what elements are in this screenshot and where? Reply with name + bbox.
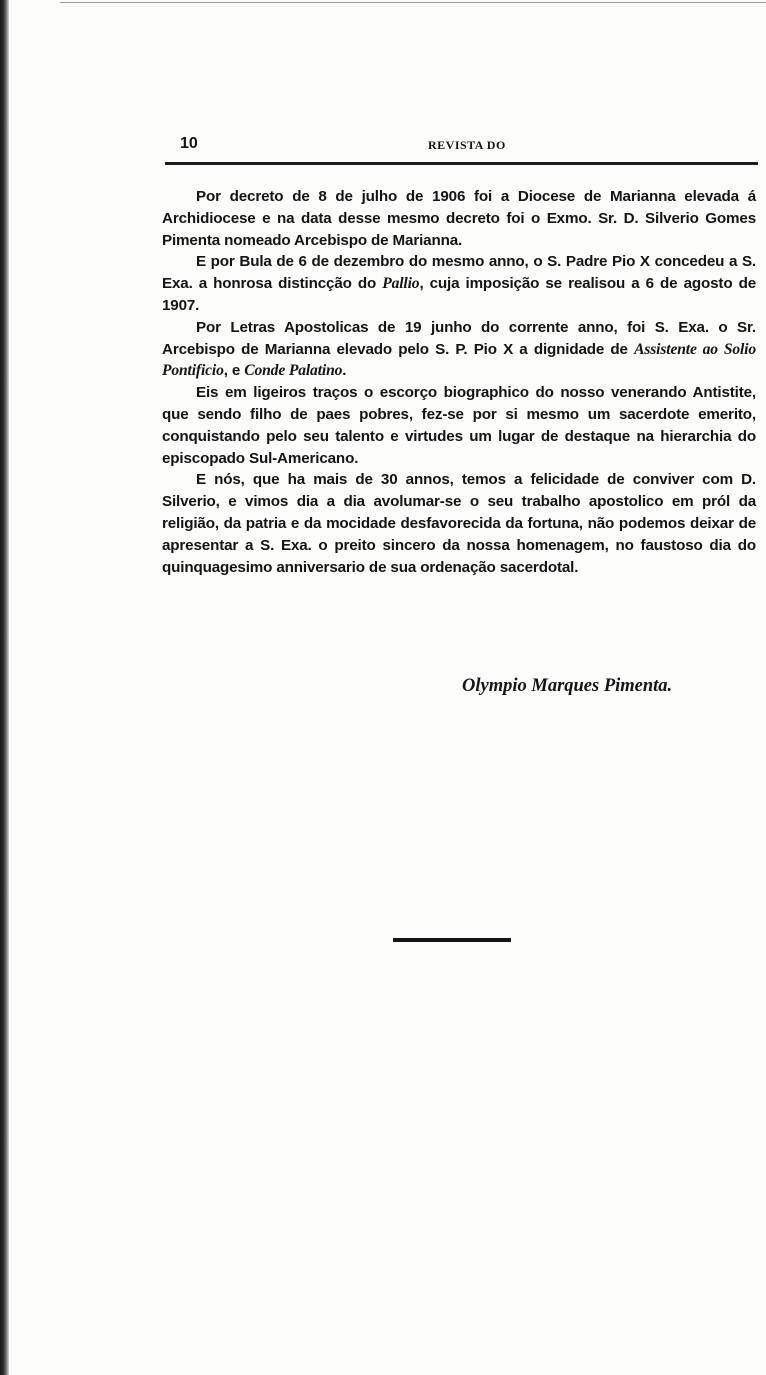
paragraph-text: E por Bula de 6 de dezembro do mesmo anno, o S. Padre Pio X concedeu a S. Exa. a honrosa distincção do <box>162 253 756 293</box>
paragraph-text: . <box>342 362 347 380</box>
page-top-edge-line <box>60 2 766 3</box>
paragraph-text: , cuja imposição se realisou a 6 de agosto de 1907. <box>162 275 756 314</box>
paragraph <box>162 251 756 316</box>
article-body <box>162 186 756 578</box>
paragraph <box>162 186 756 251</box>
paragraph <box>162 382 756 469</box>
paragraph-text: , e <box>223 362 245 380</box>
author-signature: Olympio Marques Pimenta. <box>462 676 673 696</box>
paragraph <box>162 469 756 578</box>
binding-edge <box>0 0 9 1375</box>
page-number: 10 <box>180 135 198 152</box>
italic-term: Pallio <box>382 275 420 293</box>
paragraph-text: E nós, que ha mais de 30 annos, temos a felicidade de conviver com D. Silverio, e vimos dia a dia avolumar-se o seu trabalho apostolico em pról da religião, da patria e da mocidade desfavorecida da fortuna, não podemos deixar de apresentar a S. Exa. o preito sincero da nossa homenagem, no faustoso dia do quinquagesimo anniversario de sua ordenação sacerdotal. <box>162 471 756 576</box>
paragraph-text: Eis em ligeiros traços o escorço biographico do nosso venerando Antistite, que sendo filho de paes pobres, fez-se por si mesmo um sacerdote emerito, conquistando pelo seu talento e virtudes um lugar de destaque na hierarchia do episcopado Sul-Americano. <box>162 384 756 467</box>
italic-title: Conde Palatino <box>244 362 343 380</box>
page-header <box>180 135 760 157</box>
paragraph <box>162 317 756 382</box>
italic-title: Assistente ao Solio Pontificio <box>162 340 757 380</box>
paragraph-text: Por decreto de 8 de julho de 1906 foi a Diocese de Marianna elevada á Archidiocese e na data desse mesmo decreto foi o Exmo. Sr. D. Silverio Gomes Pimenta nomeado Arcebispo de Marianna. <box>162 188 756 249</box>
closing-rule <box>393 938 511 942</box>
header-rule <box>165 162 758 165</box>
paragraph-text: Por Letras Apostolicas de 19 junho do corrente anno, foi S. Exa. o Sr. Arcebispo de Marianna elevado pelo S. P. Pio X a dignidade de <box>162 318 756 358</box>
running-head: REVISTA DO <box>428 138 506 152</box>
